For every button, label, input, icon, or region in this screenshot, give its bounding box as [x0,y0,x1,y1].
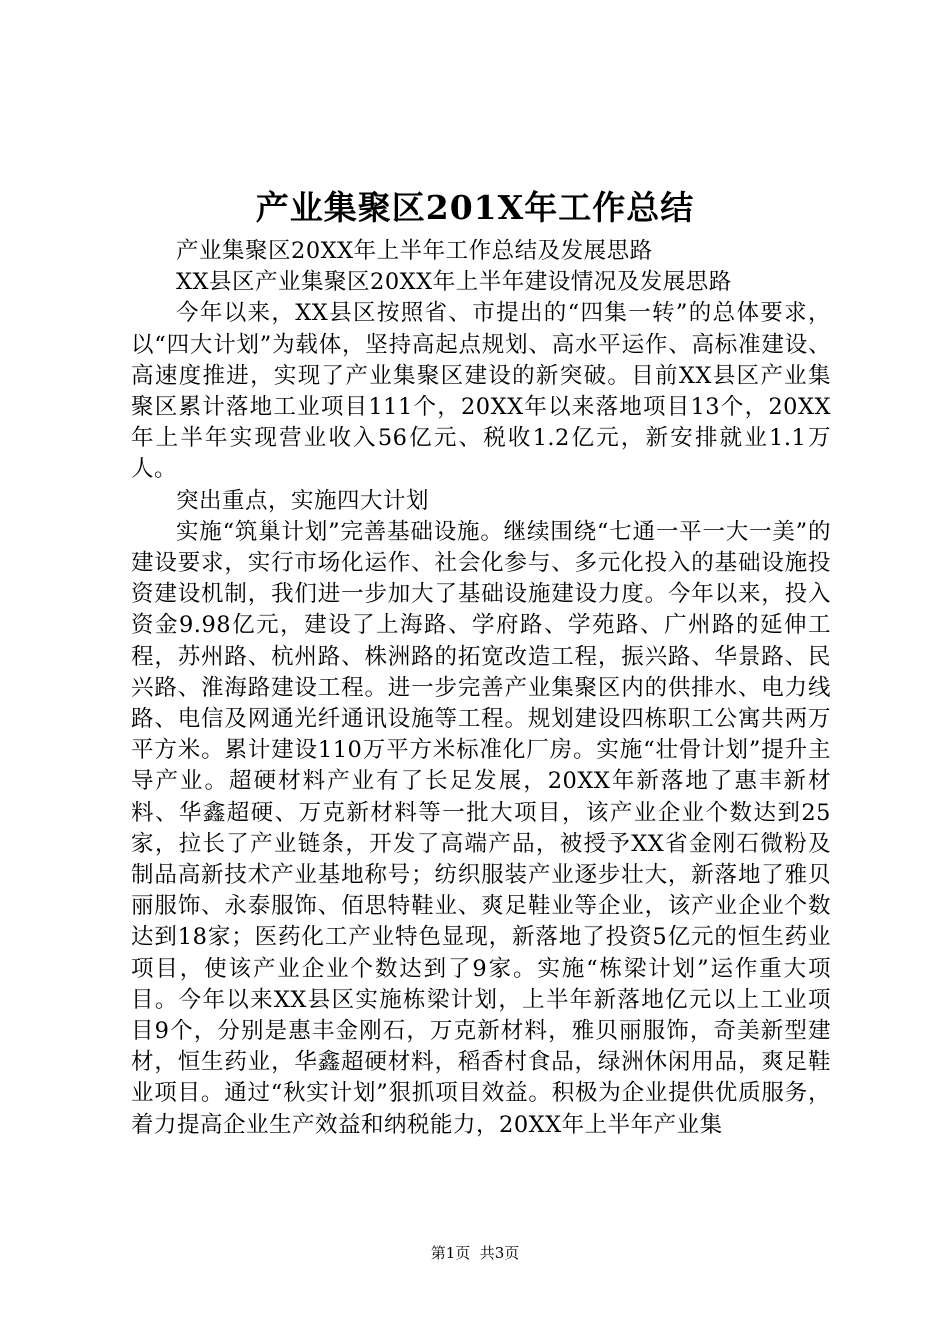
body-paragraph: 实施“筑巢计划”完善基础设施。继续围绕“七通一平一大一美”的建设要求，实行市场化运作、社会化参与、多元化投入的基础设施投资建设机制，我们进一步加大了基础设施建设力度。今年以来，投入资金9.98亿元，建设了上海路、学府路、学苑路、广州路的延伸工程，苏州路、杭州路、株洲路的拓宽改造工程，振兴路、华景路、民兴路、淮海路建设工程。进一步完善产业集聚区内的供排水、电力线路、电信及网通光纤通讯设施等工程。规划建设四栋职工公寓共两万平方米。累计建设110万平方米标准化厂房。实施“壮骨计划”提升主导产业。超硬材料产业有了长足发展，20XX年新落地了惠丰新材料、华鑫超硬、万克新材料等一批大项目，该产业企业个数达到25家，拉长了产业链条，开发了高端产品，被授予XX省金刚石微粉及制品高新技术产业基地称号；纺织服装产业逐步壮大，新落地了雅贝丽服饰、永泰服饰、佰思特鞋业、爽足鞋业等企业，该产业企业个数达到18家；医药化工产业特色显现，新落地了投资5亿元的恒生药业项目，使该产业企业个数达到了9家。实施“栋梁计划”运作重大项目。今年以来XX县区实施栋梁计划，上半年新落地亿元以上工业项目9个，分别是惠丰金刚石，万克新材料，雅贝丽服饰，奇美新型建材，恒生药业，华鑫超硬材料，稻香村食品，绿洲休闲用品，爽足鞋业项目。通过“秋实计划”狠抓项目效益。积极为企业提供优质服务，着力提高企业生产效益和纳税能力，20XX年上半年产业集 [131,518,831,1138]
document-title: 产业集聚区201X年工作总结 [255,188,695,227]
document-body [131,236,831,1141]
subtitle-paragraph: 产业集聚区20XX年上半年工作总结及发展思路 [176,238,653,264]
page-footer: 第1页 共3页 [430,1244,520,1262]
heading-paragraph: XX县区产业集聚区20XX年上半年建设情况及发展思路 [176,269,732,296]
intro-paragraph: 今年以来，XX县区按照省、市提出的“四集一转”的总体要求，以“四大计划”为载体，坚持高起点规划、高水平运作、高标准建设、高速度推进，实现了产业集聚区建设的新突破。目前XX县区产业集聚区累计落地工业项目111个，20XX年以来落地项目13个，20XX年上半年实现营业收入56亿元、税收1.2亿元，新安排就业1.1万人。 [131,300,831,483]
section-heading: 突出重点，实施四大计划 [176,487,430,514]
